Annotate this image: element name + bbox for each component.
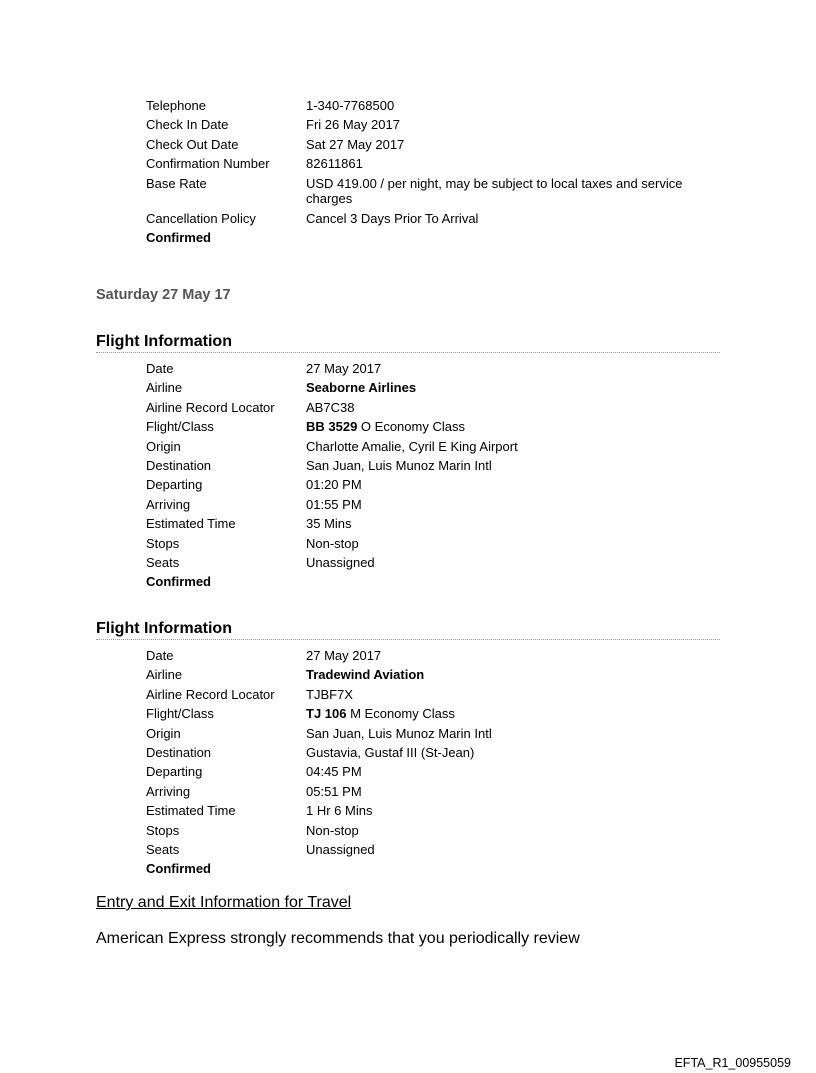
field-label: Departing bbox=[146, 477, 203, 493]
confirmation-number-value: 82611861 bbox=[306, 156, 363, 172]
field-label: Estimated Time bbox=[146, 516, 236, 532]
airline-name: Seaborne Airlines bbox=[306, 380, 417, 396]
field-label: Seats bbox=[146, 842, 180, 858]
flight-row-date bbox=[146, 646, 726, 665]
field-label: Airline bbox=[146, 380, 183, 396]
cancellation-policy-value: Cancel 3 Days Prior To Arrival bbox=[306, 210, 479, 226]
airline-value bbox=[306, 378, 726, 397]
flight-status-row bbox=[146, 572, 726, 591]
hotel-row-check-in bbox=[146, 115, 726, 134]
date-value: 27 May 2017 bbox=[306, 361, 382, 376]
flight-status-row bbox=[146, 859, 726, 878]
field-label: Arriving bbox=[146, 496, 191, 512]
field-label: Check Out Date bbox=[146, 136, 239, 152]
field-label: Destination bbox=[146, 745, 212, 761]
flight-details bbox=[146, 646, 726, 879]
flight-class: O Economy Class bbox=[357, 419, 465, 435]
flight-row-airline bbox=[146, 665, 726, 684]
field-label: Arriving bbox=[146, 783, 191, 799]
status-confirmed: Confirmed bbox=[146, 574, 211, 590]
flight-number: TJ 106 bbox=[306, 706, 347, 722]
field-label: Origin bbox=[146, 438, 181, 454]
base-rate-value: USD 419.00 / per night, may be subject to local taxes and service charges bbox=[306, 175, 683, 207]
field-label: Check In Date bbox=[146, 117, 229, 133]
flight-row-locator bbox=[146, 685, 726, 704]
day-heading: Saturday 27 May 17 bbox=[96, 287, 231, 303]
record-locator-value: AB7C38 bbox=[306, 399, 355, 415]
flight-class: M Economy Class bbox=[346, 706, 455, 722]
departing-value: 01:20 PM bbox=[306, 477, 362, 493]
flight-row-departing bbox=[146, 762, 726, 781]
field-label: Airline Record Locator bbox=[146, 686, 275, 702]
hotel-row-telephone bbox=[146, 96, 726, 115]
flight-class-value bbox=[306, 704, 726, 723]
flight-row-class bbox=[146, 417, 726, 436]
flight-section-title: Flight Information bbox=[96, 619, 720, 640]
stops-value: Non-stop bbox=[306, 535, 359, 551]
flight-row-destination bbox=[146, 456, 726, 475]
flight-row-stops bbox=[146, 821, 726, 840]
status-confirmed: Confirmed bbox=[146, 861, 211, 877]
flight-row-seats bbox=[146, 553, 726, 572]
departing-value: 04:45 PM bbox=[306, 764, 362, 780]
hotel-status-row bbox=[146, 228, 726, 247]
airline-value bbox=[306, 665, 726, 684]
origin-value: San Juan, Luis Munoz Marin Intl bbox=[306, 725, 492, 741]
telephone-value: 1-340-7768500 bbox=[306, 98, 395, 113]
hotel-row-base-rate bbox=[146, 174, 726, 209]
check-out-value: Sat 27 May 2017 bbox=[306, 136, 405, 152]
field-label: Cancellation Policy bbox=[146, 210, 256, 226]
stops-value: Non-stop bbox=[306, 822, 359, 838]
field-label: Flight/Class bbox=[146, 419, 214, 435]
entry-exit-text: American Express strongly recommends that you periodically review bbox=[96, 930, 580, 947]
field-label: Date bbox=[146, 648, 174, 663]
field-label: Base Rate bbox=[146, 175, 207, 191]
field-label: Departing bbox=[146, 764, 203, 780]
flight-row-origin bbox=[146, 724, 726, 743]
field-label: Stops bbox=[146, 822, 180, 838]
entry-exit-title: Entry and Exit Information for Travel bbox=[96, 894, 352, 911]
field-label: Flight/Class bbox=[146, 706, 214, 722]
hotel-row-confirmation bbox=[146, 154, 726, 173]
field-label: Confirmation Number bbox=[146, 156, 270, 172]
document-id: EFTA_R1_00955059 bbox=[674, 1056, 791, 1070]
field-label: Origin bbox=[146, 725, 181, 741]
flight-row-arriving bbox=[146, 495, 726, 514]
field-label: Airline Record Locator bbox=[146, 399, 275, 415]
flight-row-class bbox=[146, 704, 726, 723]
hotel-details bbox=[146, 96, 726, 247]
destination-value: Gustavia, Gustaf III (St-Jean) bbox=[306, 745, 475, 761]
flight-row-destination bbox=[146, 743, 726, 762]
seats-value: Unassigned bbox=[306, 842, 375, 858]
flight-row-stops bbox=[146, 534, 726, 553]
estimated-time-value: 1 Hr 6 Mins bbox=[306, 803, 373, 819]
field-label: Telephone bbox=[146, 98, 206, 113]
record-locator-value: TJBF7X bbox=[306, 686, 353, 702]
origin-value: Charlotte Amalie, Cyril E King Airport bbox=[306, 438, 518, 454]
check-in-value: Fri 26 May 2017 bbox=[306, 117, 400, 133]
flight-row-estimated bbox=[146, 801, 726, 820]
arriving-value: 05:51 PM bbox=[306, 783, 362, 799]
field-label: Estimated Time bbox=[146, 803, 236, 819]
flight-row-date bbox=[146, 359, 726, 378]
field-label: Seats bbox=[146, 555, 180, 571]
seats-value: Unassigned bbox=[306, 555, 375, 571]
field-label: Airline bbox=[146, 667, 183, 683]
flight-row-estimated bbox=[146, 514, 726, 533]
field-label: Stops bbox=[146, 535, 180, 551]
hotel-row-check-out bbox=[146, 135, 726, 154]
flight-row-origin bbox=[146, 437, 726, 456]
status-confirmed: Confirmed bbox=[146, 230, 211, 246]
hotel-row-cancellation bbox=[146, 209, 726, 228]
flight-row-arriving bbox=[146, 782, 726, 801]
flight-row-departing bbox=[146, 475, 726, 494]
flight-row-airline bbox=[146, 378, 726, 397]
flight-section-title: Flight Information bbox=[96, 332, 720, 353]
date-value: 27 May 2017 bbox=[306, 648, 382, 663]
airline-name: Tradewind Aviation bbox=[306, 667, 425, 683]
arriving-value: 01:55 PM bbox=[306, 496, 362, 512]
flight-row-locator bbox=[146, 398, 726, 417]
flight-class-value bbox=[306, 417, 726, 436]
flight-row-seats bbox=[146, 840, 726, 859]
field-label: Date bbox=[146, 361, 174, 376]
flight-number: BB 3529 bbox=[306, 419, 358, 435]
estimated-time-value: 35 Mins bbox=[306, 516, 352, 532]
destination-value: San Juan, Luis Munoz Marin Intl bbox=[306, 458, 492, 474]
flight-details bbox=[146, 359, 726, 592]
field-label: Destination bbox=[146, 458, 212, 474]
